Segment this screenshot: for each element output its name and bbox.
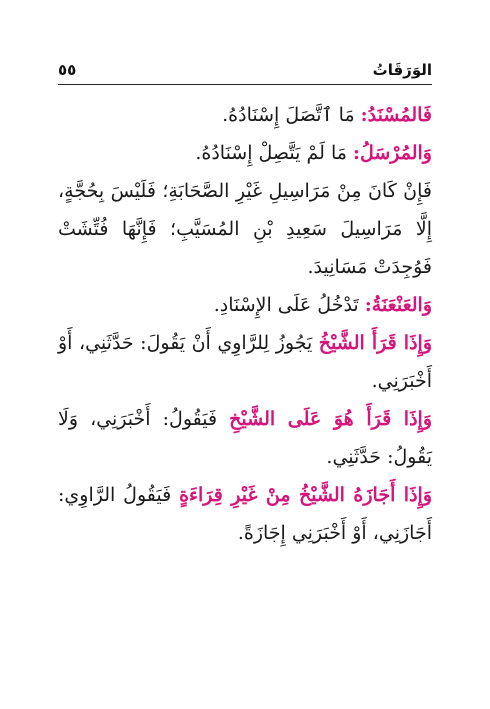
- paragraph-mursal: [58, 134, 432, 172]
- text-marasil: فَإِنْ كَانَ مِنْ مَرَاسِيلِ غَيْرِ الصَّحَابَةِ؛ فَلَيْسَ بِحُجَّةٍ، إِلَّا مَرَاسِيلَ سَعِيدِ بْنِ المُسَيَّبِ؛ فَإِنَّهَا فُتِّشَتْ فَوُجِدَتْ مَسَانِيدَ.: [58, 180, 432, 278]
- paragraph-anana: [58, 286, 432, 324]
- term-mursal: وَالمُرْسَلُ:: [352, 142, 432, 164]
- body-text: [58, 96, 432, 552]
- paragraph-reads-to-shaykh: [58, 400, 432, 476]
- text-reads-to-shaykh: فَيَقُولُ: أَخْبَرَنِي، وَلَا يَقُولُ: حَدَّثَنِي.: [58, 408, 432, 468]
- definition-anana: تَدْخُلُ عَلَى الإِسْنَادِ.: [213, 294, 365, 316]
- paragraph-marasil: [58, 172, 432, 286]
- paragraph-musnad: [58, 96, 432, 134]
- paragraph-ijaza: [58, 476, 432, 552]
- page-number: ٥٥: [58, 61, 77, 79]
- term-anana: وَالعَنْعَنَةُ:: [364, 294, 432, 316]
- running-title: الوَرَقَاتُ: [372, 61, 432, 79]
- term-musnad: فَالمُسْنَدُ:: [360, 104, 432, 126]
- header-rule: [58, 84, 432, 85]
- term-ijaza: وَإِذَا أَجَازَهُ الشَّيْخُ مِنْ غَيْرِ قِرَاءَةٍ: [179, 484, 432, 506]
- paragraph-shaykh-reads: [58, 324, 432, 400]
- term-reads-to-shaykh: وَإِذَا قَرَأَ هُوَ عَلَى الشَّيْخِ: [229, 408, 432, 430]
- definition-mursal: مَا لَمْ يَتَّصِلْ إِسْنَادُهُ.: [195, 142, 353, 164]
- definition-musnad: مَا ٱتَّصَلَ إِسْنَادُهُ.: [222, 104, 361, 126]
- page-header: [58, 58, 432, 82]
- term-shaykh-reads: وَإِذَا قَرَأَ الشَّيْخُ: [318, 332, 432, 354]
- text-ijaza: فَيَقُولُ الرَّاوِي: أَجَازَنِي، أَوْ أَخْبَرَنِي إِجَازَةً.: [58, 484, 432, 544]
- text-shaykh-reads: يَجُوزُ لِلرَّاوِي أَنْ يَقُولَ: حَدَّثَنِي، أَوْ أَخْبَرَنِي.: [58, 332, 432, 392]
